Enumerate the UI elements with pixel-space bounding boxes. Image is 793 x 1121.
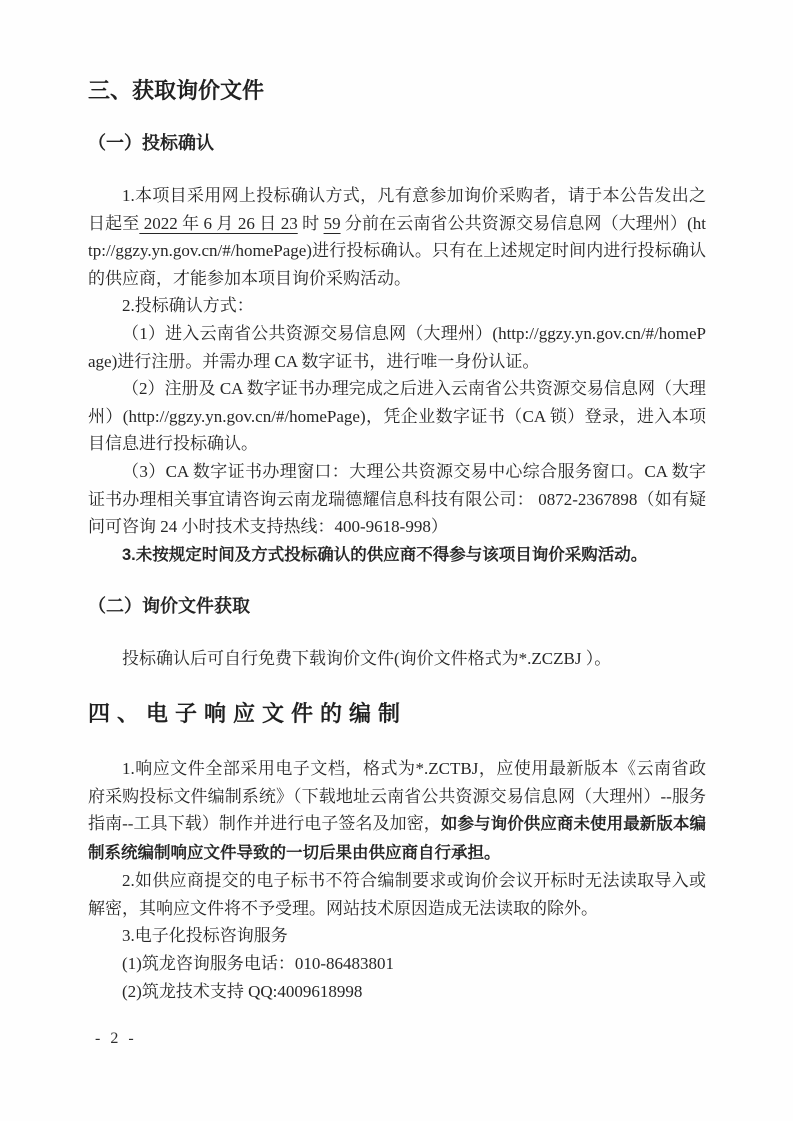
sub-heading-3-1 <box>88 130 706 156</box>
text-segment: (1)筑龙咨询服务电话：010-86483801 <box>122 954 394 974</box>
clause-4-2 <box>88 867 706 922</box>
text-segment: 三、获取询价文件 <box>88 78 265 103</box>
text-segment: 3.电子化投标咨询服务 <box>122 926 288 946</box>
underlined-text: 59 <box>323 213 341 233</box>
bold-text: 如参与询价供应商未使用最新版本编制系统编制响应文件导致的一切后果由供应商自行承担。 <box>88 815 707 862</box>
clause-4-3-2 <box>88 978 706 1006</box>
section-heading-3 <box>88 76 706 106</box>
clause-3-1-2-3 <box>88 458 706 541</box>
clause-3-1-1 <box>88 182 706 292</box>
text-segment: （1）进入云南省公共资源交易信息网（大理州）(http://ggzy.yn.gov.cn/#/homePage)进行注册。并需办理 CA 数字证书，进行唯一身份认证。 <box>88 323 706 371</box>
text-segment: 1.本项目采用网上投标确认方式，凡有意参加询价采购者，请于本公告发出之日起至 <box>88 186 706 233</box>
clause-3-1-2-2 <box>88 375 706 458</box>
text-segment: （一）投标确认 <box>88 133 214 153</box>
clause-3-1-3 <box>88 541 706 570</box>
text-segment: 2.投标确认方式： <box>122 296 254 316</box>
document-content <box>88 76 706 1005</box>
clause-4-3 <box>88 922 706 950</box>
clause-3-1-2-1 <box>88 320 706 375</box>
text-segment: （2）注册及 CA 数字证书办理完成之后进入云南省公共资源交易信息网（大理州）(http://ggzy.yn.gov.cn/#/homePage)，凭企业数字证书（CA 锁）登录，进入本项目信息进行投标确认。 <box>88 379 706 454</box>
text-segment: （二）询价文件获取 <box>88 596 250 617</box>
text-segment: 1.响应文件全部采用电子文档，格式为*.ZCTBJ，应使用最新版本《云南省政府采购投标文件编制系统》（下载地址云南省公共资源交易信息网（大理州）--服务指南--工具下载）制作并进行电子签名及加密， <box>88 758 706 834</box>
clause-4-3-1 <box>88 950 706 978</box>
underlined-text: 2022 年 6 月 26 日 23 <box>139 213 298 233</box>
text-segment: 四、电子响应文件的编制 <box>88 700 408 726</box>
section-heading-4 <box>88 699 706 729</box>
sub-heading-3-2 <box>88 593 706 619</box>
text-segment: 分前在云南省公共资源交易信息网（大理州）(http://ggzy.yn.gov.cn/#/homePage)进行投标确认。只有在上述规定时间内进行投标确认的供应商，才能参加本项目询价采购活动。 <box>88 213 707 288</box>
text-segment: 投标确认后可自行免费下载询价文件(询价文件格式为*.ZCZBJ ）。 <box>122 649 612 669</box>
text-segment: （3）CA 数字证书办理窗口：大理公共资源交易中心综合服务窗口。CA 数字证书办理相关事宜请咨询云南龙瑞德耀信息科技有限公司： 0872-2367898（如有疑问可咨询 24 小时技术支持热线：400-9618-998） <box>88 461 706 537</box>
page-number: - 2 - <box>95 1030 137 1047</box>
text-segment: 2.如供应商提交的电子标书不符合编制要求或询价会议开标时无法读取导入或解密，其响应文件将不予受理。网站技术原因造成无法读取的除外。 <box>88 871 706 918</box>
bold-text: 3.未按规定时间及方式投标确认的供应商不得参与该项目询价采购活动。 <box>122 545 648 564</box>
clause-3-2-1 <box>88 645 706 673</box>
clause-3-1-2 <box>88 292 706 320</box>
text-segment: 时 <box>297 213 324 233</box>
text-segment: (2)筑龙技术支持 QQ:4009618998 <box>122 981 363 1001</box>
clause-4-1 <box>88 755 706 867</box>
